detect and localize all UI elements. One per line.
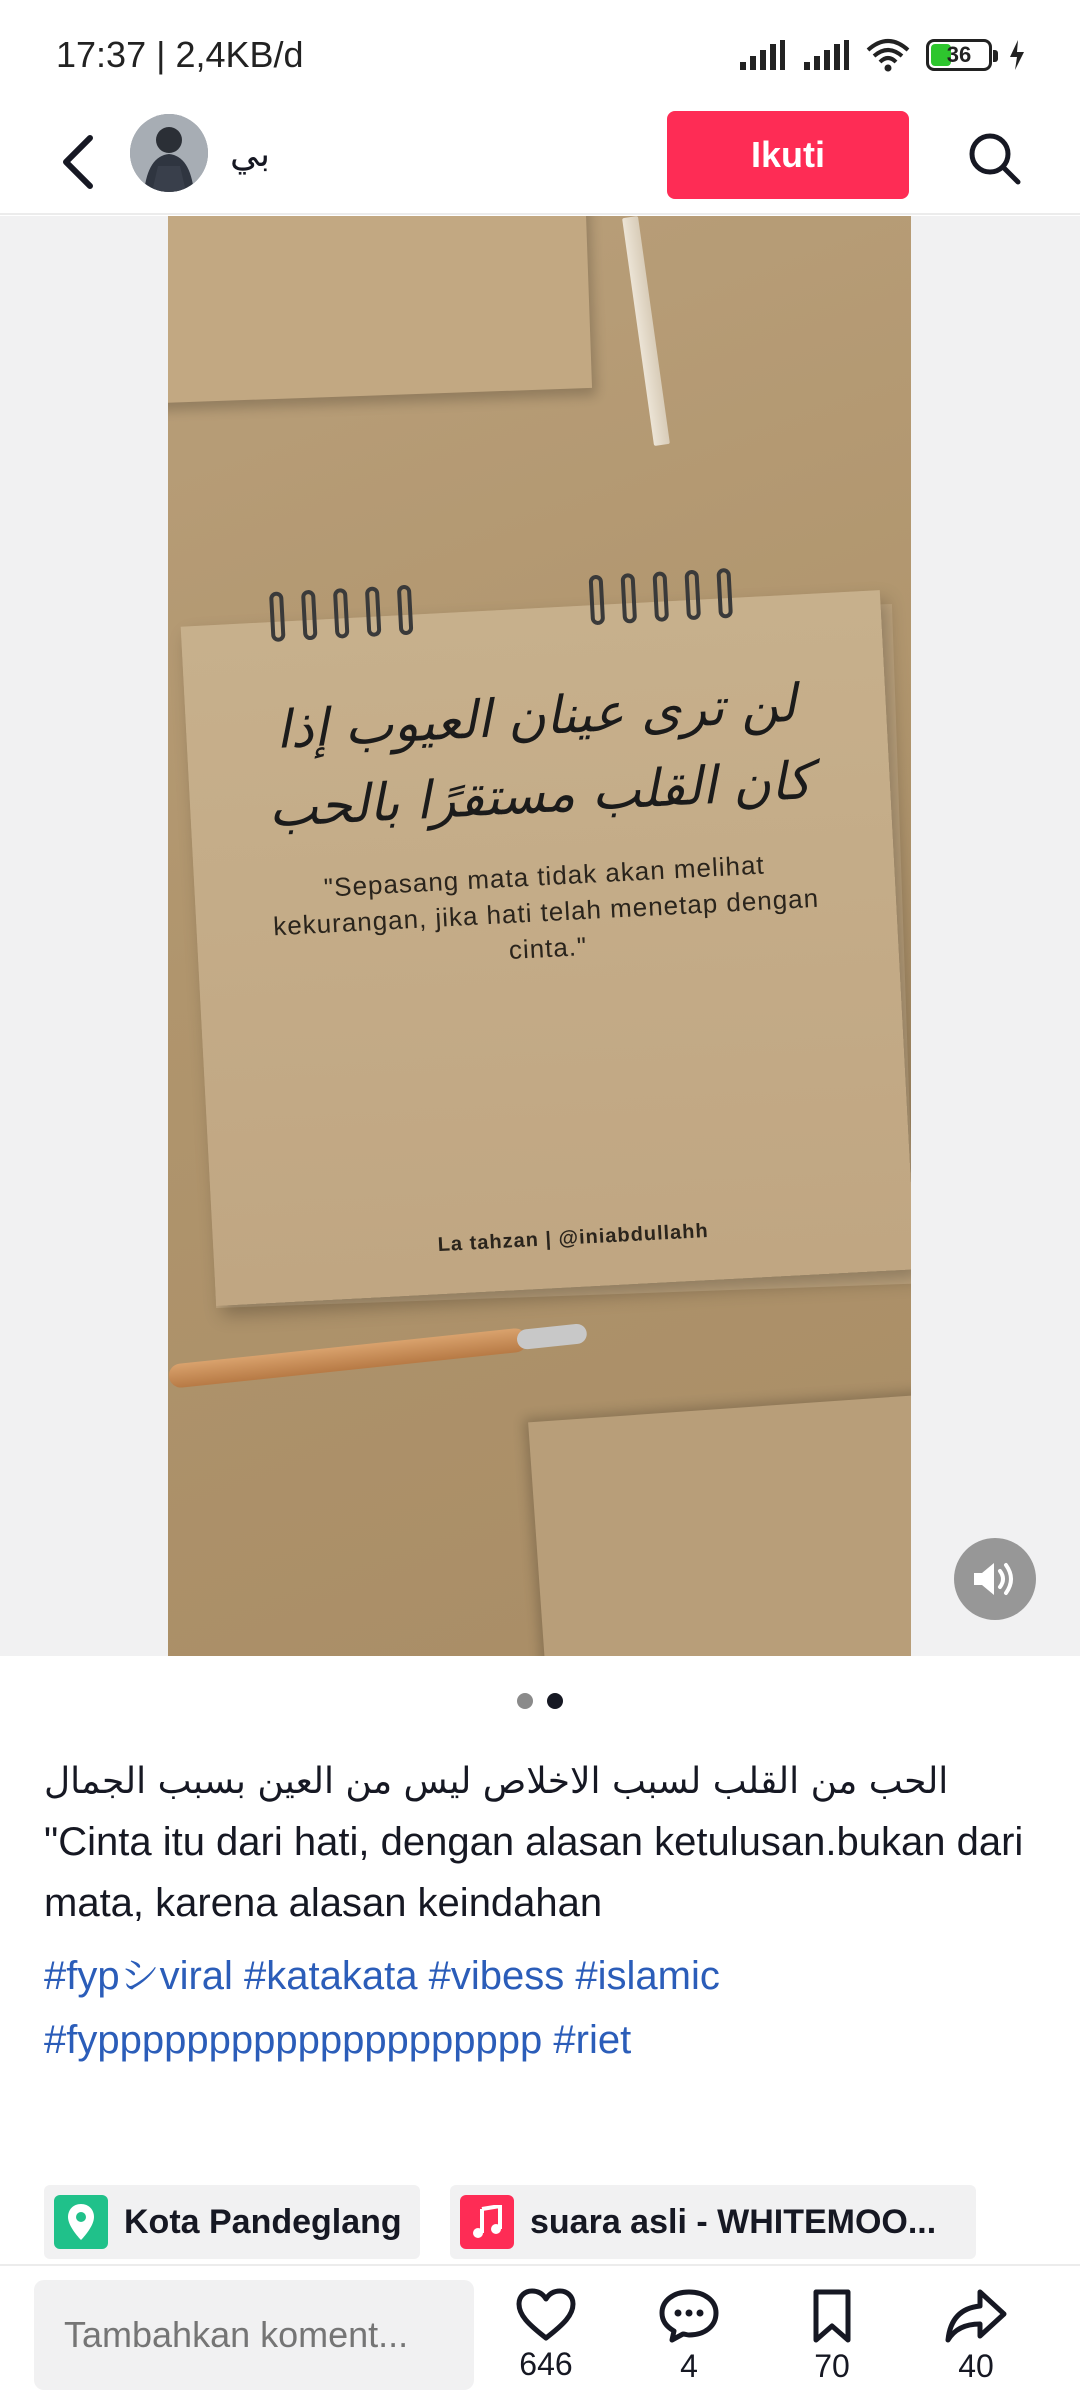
carousel-indicator (0, 1693, 1080, 1709)
caption-text: "Cinta itu dari hati, dengan alasan ketulusan.bukan dari mata, karena alasan keindahan (44, 1820, 1024, 1925)
location-pin-icon (54, 2195, 108, 2249)
hashtags[interactable]: #fypシviral #katakata #vibess #islamic #fypppppppppppppppppppp #riet (44, 1954, 720, 2062)
charging-icon (1008, 40, 1026, 70)
spiral-rings-left (269, 585, 413, 642)
media-area[interactable] (0, 216, 1080, 1656)
search-icon (966, 130, 1022, 186)
share-count: 40 (958, 2348, 994, 2384)
like-count: 646 (519, 2346, 573, 2382)
post-caption (44, 1752, 1034, 2072)
post-chips (44, 2185, 976, 2259)
carousel-dot[interactable] (517, 1693, 533, 1709)
avatar-photo-icon (130, 114, 208, 192)
status-bar (0, 0, 1080, 110)
like-button[interactable] (491, 2288, 601, 2383)
notepad-decoration (168, 216, 592, 404)
share-button[interactable] (921, 2288, 1031, 2385)
bottom-action-bar (0, 2264, 1080, 2400)
notepad-card (181, 590, 911, 1306)
comment-bubble-icon (658, 2288, 720, 2344)
save-button[interactable] (777, 2288, 887, 2385)
location-chip[interactable] (44, 2185, 420, 2259)
battery-icon (926, 39, 992, 71)
heart-icon (516, 2288, 576, 2342)
notepad-decoration (528, 1390, 911, 1656)
comment-input[interactable] (34, 2280, 474, 2390)
signal-icon (738, 40, 786, 70)
battery-level: 36 (946, 42, 972, 67)
post-header (0, 110, 1080, 215)
image-arabic-quote: لن ترى عينان العيوب إذا كان القلب مستقرًا بالحب (267, 673, 813, 840)
save-count: 70 (814, 2348, 850, 2384)
avatar[interactable] (130, 114, 208, 192)
pen-decoration (168, 1327, 528, 1388)
status-icons (738, 38, 1026, 72)
chevron-left-icon (60, 134, 96, 190)
carousel-dot-active[interactable] (547, 1693, 563, 1709)
wifi-icon (866, 38, 910, 72)
location-label: Kota Pandeglang (124, 2202, 402, 2241)
username[interactable]: بي (230, 134, 271, 175)
comment-count: 4 (680, 2348, 698, 2384)
speaker-icon (972, 1559, 1018, 1599)
follow-button[interactable]: Ikuti (667, 111, 909, 199)
post-photo[interactable] (168, 216, 911, 1656)
caption-arabic: الحب من القلب لسبب الاخلاص ليس من العين بسبب الجمال (44, 1761, 949, 1802)
comment-button[interactable] (634, 2288, 744, 2385)
music-label: suara asli - WHITEMOO... (530, 2202, 937, 2241)
music-note-icon (460, 2195, 514, 2249)
bookmark-icon (808, 2288, 856, 2344)
music-chip[interactable] (450, 2185, 976, 2259)
signal-icon (802, 40, 850, 70)
image-latin-quote: "Sepasang mata tidak akan melihat kekurangan, jika hati telah menetap dengan cinta." (272, 849, 820, 966)
sound-button[interactable] (954, 1538, 1036, 1620)
back-button[interactable] (48, 130, 108, 194)
share-arrow-icon (944, 2288, 1008, 2344)
status-time-speed: 17:37 | 2,4KB/d (56, 34, 304, 75)
search-button[interactable] (962, 126, 1026, 190)
spiral-rings-right (589, 568, 733, 625)
image-credit: La tahzan | @iniabdullahh (437, 1219, 710, 1257)
pencil-decoration (622, 216, 670, 446)
